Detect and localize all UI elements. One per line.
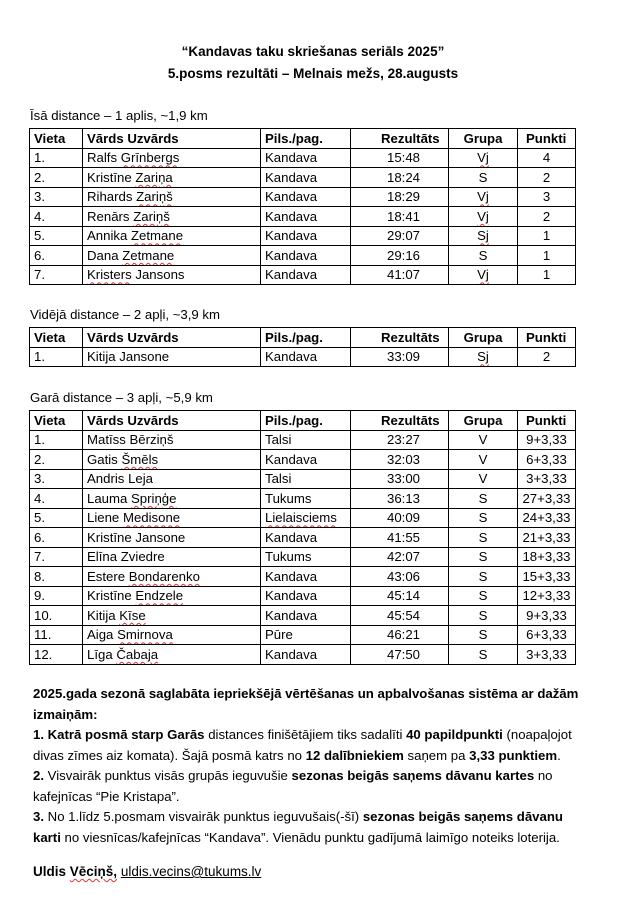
cell-points: 15+3,33 — [518, 567, 576, 587]
cell-time: 33:09 — [351, 347, 449, 367]
author-email-link[interactable]: uldis.vecins@tukums.lv — [120, 864, 262, 879]
cell-group: S — [449, 489, 518, 509]
cell-place: 8. — [30, 567, 83, 587]
table-row — [30, 508, 576, 528]
cell-city: Talsi — [261, 430, 351, 450]
table-row — [30, 450, 576, 470]
column-header: Rezultāts — [351, 328, 449, 348]
cell-points: 9+3,33 — [518, 606, 576, 626]
cell-time: 45:14 — [351, 586, 449, 606]
cell-city: Kandava — [261, 226, 351, 246]
cell-name: Līga Čabaja — [83, 645, 261, 665]
cell-name: Matīss Bērziņš — [83, 430, 261, 450]
cell-time: 41:07 — [351, 265, 449, 285]
table-row — [30, 246, 576, 266]
cell-name: Renārs Zariņš — [83, 207, 261, 227]
cell-points: 2 — [518, 347, 576, 367]
cell-time: 36:13 — [351, 489, 449, 509]
cell-group: S — [449, 645, 518, 665]
table-header-row — [30, 411, 576, 431]
column-header: Vārds Uzvārds — [83, 129, 261, 149]
cell-place: 4. — [30, 207, 83, 227]
cell-group: S — [449, 547, 518, 567]
cell-place: 9. — [30, 586, 83, 606]
cell-group: Vj — [449, 187, 518, 207]
table-row — [30, 528, 576, 548]
cell-group: Vj — [449, 265, 518, 285]
table-row — [30, 567, 576, 587]
cell-name: Estere Bondarenko — [83, 567, 261, 587]
cell-group: S — [449, 168, 518, 188]
cell-city: Kandava — [261, 645, 351, 665]
cell-points: 21+3,33 — [518, 528, 576, 548]
cell-time: 47:50 — [351, 645, 449, 665]
table-row — [30, 168, 576, 188]
column-header: Pils./pag. — [261, 129, 351, 149]
table-row — [30, 187, 576, 207]
cell-city: Lielaisciems — [261, 508, 351, 528]
cell-time: 29:16 — [351, 246, 449, 266]
cell-time: 42:07 — [351, 547, 449, 567]
table-row — [30, 430, 576, 450]
note-1: 1. Katrā posmā starp Garās distances finišētājiem tiks sadalīti 40 papildpunkti (noapaļojot divas zīmes aiz komata). Šajā posmā katrs no 12 dalībniekiem saņem pa 3,33 punktiem. — [33, 727, 572, 763]
cell-points: 1 — [518, 246, 576, 266]
cell-points: 12+3,33 — [518, 586, 576, 606]
table-row — [30, 547, 576, 567]
short-distance-table — [29, 128, 576, 285]
cell-points: 24+3,33 — [518, 508, 576, 528]
cell-name: Kristers Jansons — [83, 265, 261, 285]
column-header: Vieta — [30, 328, 83, 348]
document-title: “Kandavas taku skriešanas seriāls 2025” — [181, 44, 445, 59]
table-row — [30, 148, 576, 168]
cell-time: 45:54 — [351, 606, 449, 626]
notes-intro: 2025.gada sezonā saglabāta iepriekšējā vērtēšanas un apbalvošanas sistēma ar dažām izmaiņām: — [33, 686, 579, 722]
cell-place: 5. — [30, 508, 83, 528]
cell-name: Elīna Zviedre — [83, 547, 261, 567]
cell-points: 6+3,33 — [518, 625, 576, 645]
column-header: Grupa — [449, 328, 518, 348]
cell-points: 1 — [518, 265, 576, 285]
cell-place: 1. — [30, 148, 83, 168]
cell-place: 1. — [30, 430, 83, 450]
cell-group: S — [449, 528, 518, 548]
cell-place: 5. — [30, 226, 83, 246]
column-header: Pils./pag. — [261, 411, 351, 431]
cell-city: Talsi — [261, 469, 351, 489]
cell-name: Kristīne Endzele — [83, 586, 261, 606]
cell-name: Gatis Šmēls — [83, 450, 261, 470]
cell-name: Annika Zetmane — [83, 226, 261, 246]
cell-group: S — [449, 508, 518, 528]
cell-group: V — [449, 430, 518, 450]
cell-city: Kandava — [261, 207, 351, 227]
cell-points: 2 — [518, 168, 576, 188]
column-header: Rezultāts — [351, 129, 449, 149]
cell-city: Kandava — [261, 528, 351, 548]
short-distance-caption: Īsā distance – 1 aplis, ~1,9 km — [30, 108, 208, 123]
cell-name: Kristīne Jansone — [83, 528, 261, 548]
cell-time: 40:09 — [351, 508, 449, 528]
cell-place: 1. — [30, 347, 83, 367]
cell-place: 2. — [30, 168, 83, 188]
document-subtitle: 5.posms rezultāti – Melnais mežs, 28.augusts — [167, 66, 459, 81]
cell-time: 43:06 — [351, 567, 449, 587]
cell-points: 3 — [518, 187, 576, 207]
note-3: 3. No 1.līdz 5.posmam visvairāk punktus ieguvušais(-šī) sezonas beigās saņems dāvanu karti no viesnīcas/kafejnīcas “Kandava”. Vienādu punktu gadījumā laimīgo noteiks loterija. — [33, 809, 563, 845]
long-distance-caption: Garā distance – 3 apļi, ~5,9 km — [30, 390, 213, 405]
cell-place: 11. — [30, 625, 83, 645]
cell-name: Liene Medisone — [83, 508, 261, 528]
cell-name: Aiga Smirnova — [83, 625, 261, 645]
table-row — [30, 226, 576, 246]
cell-points: 18+3,33 — [518, 547, 576, 567]
cell-city: Pūre — [261, 625, 351, 645]
table-header-row — [30, 328, 576, 348]
author-name: Uldis Vēciņš, — [33, 864, 118, 879]
cell-name: Lauma Spriņģe — [83, 489, 261, 509]
cell-name: Dana Zetmane — [83, 246, 261, 266]
cell-time: 15:48 — [351, 148, 449, 168]
table-row — [30, 586, 576, 606]
cell-place: 6. — [30, 528, 83, 548]
cell-place: 4. — [30, 489, 83, 509]
cell-group: S — [449, 586, 518, 606]
cell-time: 29:07 — [351, 226, 449, 246]
cell-name: Kitija Jansone — [83, 347, 261, 367]
table-row — [30, 469, 576, 489]
cell-group: Vj — [449, 207, 518, 227]
cell-time: 18:41 — [351, 207, 449, 227]
cell-time: 41:55 — [351, 528, 449, 548]
cell-group: V — [449, 469, 518, 489]
cell-group: S — [449, 246, 518, 266]
column-header: Grupa — [449, 129, 518, 149]
cell-name: Andris Leja — [83, 469, 261, 489]
table-row — [30, 265, 576, 285]
cell-points: 3+3,33 — [518, 469, 576, 489]
column-header: Punkti — [518, 411, 576, 431]
cell-time: 18:29 — [351, 187, 449, 207]
cell-points: 3+3,33 — [518, 645, 576, 665]
cell-city: Tukums — [261, 489, 351, 509]
column-header: Vārds Uzvārds — [83, 411, 261, 431]
cell-city: Tukums — [261, 547, 351, 567]
cell-name: Ralfs Grīnbergs — [83, 148, 261, 168]
cell-points: 1 — [518, 226, 576, 246]
column-header: Vieta — [30, 411, 83, 431]
cell-place: 3. — [30, 187, 83, 207]
cell-time: 32:03 — [351, 450, 449, 470]
cell-name: Kristīne Zariņa — [83, 168, 261, 188]
column-header: Grupa — [449, 411, 518, 431]
table-row — [30, 645, 576, 665]
cell-group: Sj — [449, 347, 518, 367]
cell-city: Kandava — [261, 187, 351, 207]
cell-place: 12. — [30, 645, 83, 665]
cell-place: 6. — [30, 246, 83, 266]
cell-city: Kandava — [261, 148, 351, 168]
table-row — [30, 625, 576, 645]
cell-city: Kandava — [261, 168, 351, 188]
notes-block — [33, 684, 593, 848]
cell-city: Kandava — [261, 246, 351, 266]
long-distance-table — [29, 410, 576, 665]
table-header-row — [30, 129, 576, 149]
cell-time: 23:27 — [351, 430, 449, 450]
table-row — [30, 606, 576, 626]
cell-group: S — [449, 606, 518, 626]
cell-city: Kandava — [261, 265, 351, 285]
table-row — [30, 489, 576, 509]
cell-points: 9+3,33 — [518, 430, 576, 450]
cell-city: Kandava — [261, 606, 351, 626]
table-row — [30, 207, 576, 227]
cell-points: 4 — [518, 148, 576, 168]
cell-city: Kandava — [261, 450, 351, 470]
cell-place: 7. — [30, 265, 83, 285]
cell-group: Sj — [449, 226, 518, 246]
cell-time: 33:00 — [351, 469, 449, 489]
cell-place: 2. — [30, 450, 83, 470]
cell-name: Rihards Zariņš — [83, 187, 261, 207]
cell-city: Kandava — [261, 347, 351, 367]
cell-group: Vj — [449, 148, 518, 168]
cell-time: 46:21 — [351, 625, 449, 645]
cell-group: S — [449, 625, 518, 645]
column-header: Pils./pag. — [261, 328, 351, 348]
medium-distance-caption: Vidējā distance – 2 apļi, ~3,9 km — [30, 307, 220, 322]
cell-points: 27+3,33 — [518, 489, 576, 509]
cell-points: 2 — [518, 207, 576, 227]
cell-place: 10. — [30, 606, 83, 626]
signature — [33, 864, 261, 879]
cell-city: Kandava — [261, 567, 351, 587]
column-header: Rezultāts — [351, 411, 449, 431]
cell-time: 18:24 — [351, 168, 449, 188]
note-2: 2. Visvairāk punktus visās grupās ieguvušie sezonas beigās saņems dāvanu kartes no kafejnīcas “Pie Kristapa”. — [33, 768, 553, 804]
column-header: Punkti — [518, 129, 576, 149]
cell-place: 3. — [30, 469, 83, 489]
cell-group: S — [449, 567, 518, 587]
medium-distance-table — [29, 327, 576, 367]
cell-points: 6+3,33 — [518, 450, 576, 470]
cell-place: 7. — [30, 547, 83, 567]
column-header: Vieta — [30, 129, 83, 149]
cell-name: Kitija Kīse — [83, 606, 261, 626]
table-row — [30, 347, 576, 367]
column-header: Vārds Uzvārds — [83, 328, 261, 348]
cell-city: Kandava — [261, 586, 351, 606]
column-header: Punkti — [518, 328, 576, 348]
cell-group: V — [449, 450, 518, 470]
